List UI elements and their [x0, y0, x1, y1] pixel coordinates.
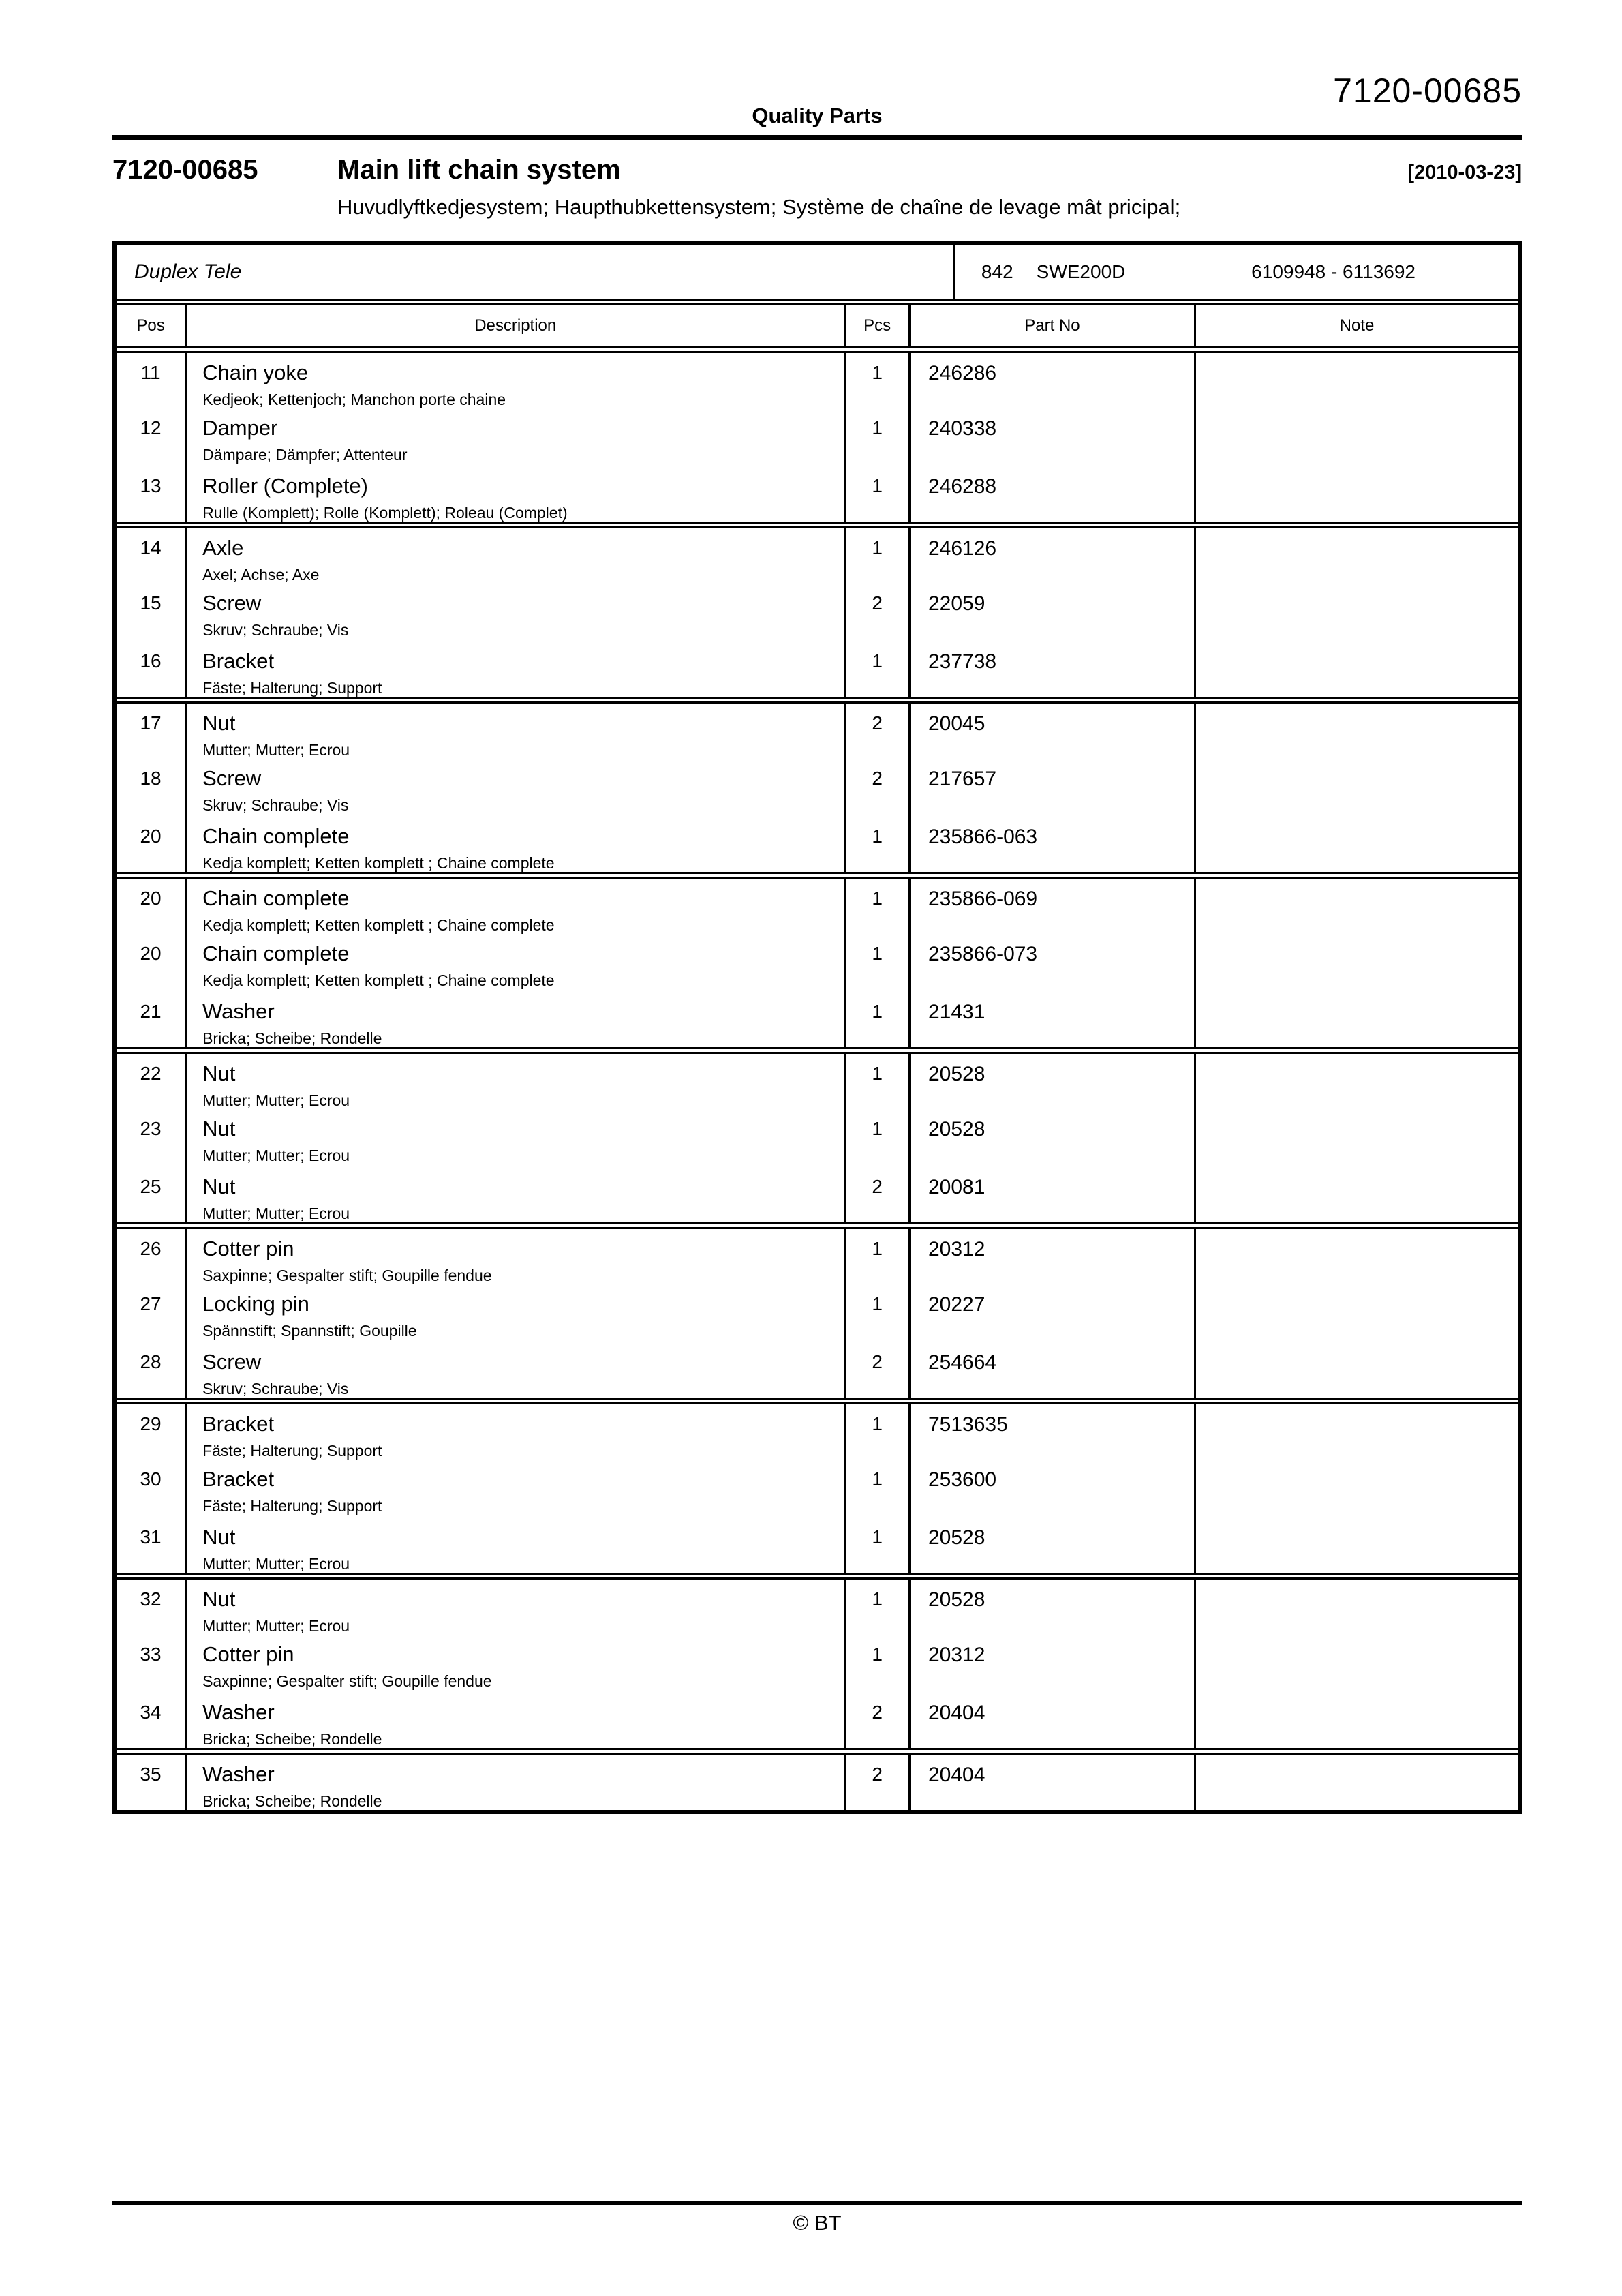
page-title: Main lift chain system: [337, 155, 621, 185]
pos-cell: 20: [117, 875, 186, 934]
description-cell: [186, 525, 845, 584]
table-row: [117, 700, 1518, 759]
pos-cell: 18: [117, 759, 186, 817]
description-cell: [186, 1051, 845, 1109]
description-cell: [186, 1576, 845, 1635]
description-main: Damper: [202, 416, 278, 440]
row-group: [117, 525, 1518, 700]
note-cell: [1195, 1284, 1518, 1342]
note-cell: [1195, 1751, 1518, 1810]
part-no-cell: 235866-063: [909, 817, 1195, 875]
description-main: Chain complete: [202, 941, 350, 965]
description-main: Washer: [202, 999, 275, 1023]
part-no-cell: 20312: [909, 1226, 1195, 1284]
pcs-cell: 2: [845, 1167, 910, 1226]
description-cell: [186, 1226, 845, 1284]
description-translations: Kedjeok; Kettenjoch; Manchon porte chaine: [202, 391, 506, 408]
part-no-cell: 20045: [909, 700, 1195, 759]
part-no-cell: 254664: [909, 1342, 1195, 1401]
description-translations: Rulle (Komplett); Rolle (Komplett); Roleau (Complet): [202, 504, 568, 522]
description-main: Chain complete: [202, 886, 350, 910]
description-translations: Kedja komplett; Ketten komplett ; Chaine complete: [202, 971, 555, 989]
description-main: Cotter pin: [202, 1237, 294, 1260]
description-main: Chain complete: [202, 824, 350, 848]
description-cell: [186, 350, 845, 408]
part-no-cell: 253600: [909, 1460, 1195, 1517]
description-cell: [186, 1693, 845, 1751]
pos-cell: 34: [117, 1693, 186, 1751]
description-cell: [186, 1751, 845, 1810]
table-row: [117, 1051, 1518, 1109]
part-no-cell: 20081: [909, 1167, 1195, 1226]
pcs-cell: 1: [845, 525, 910, 584]
pcs-cell: 1: [845, 641, 910, 700]
pos-cell: 28: [117, 1342, 186, 1401]
description-cell: [186, 1167, 845, 1226]
note-cell: [1195, 1167, 1518, 1226]
description-cell: [186, 1517, 845, 1576]
description-translations: Mutter; Mutter; Ecrou: [202, 1205, 350, 1222]
pcs-cell: 2: [845, 1342, 910, 1401]
part-no-cell: 21431: [909, 992, 1195, 1051]
description-cell: [186, 1342, 845, 1401]
description-translations: Kedja komplett; Ketten komplett ; Chaine complete: [202, 854, 555, 872]
pos-cell: 16: [117, 641, 186, 700]
document-number: 7120-00685: [1333, 72, 1522, 110]
table-row: [117, 584, 1518, 641]
pcs-cell: 1: [845, 1284, 910, 1342]
pcs-cell: 2: [845, 700, 910, 759]
description-cell: [186, 1401, 845, 1460]
table-row: [117, 1226, 1518, 1284]
note-cell: [1195, 934, 1518, 992]
description-translations: Fäste; Halterung; Support: [202, 679, 382, 697]
part-no-cell: 20528: [909, 1109, 1195, 1167]
pcs-cell: 1: [845, 1226, 910, 1284]
description-translations: Kedja komplett; Ketten komplett ; Chaine complete: [202, 916, 555, 934]
table-row: [117, 1693, 1518, 1751]
description-main: Chain yoke: [202, 361, 309, 384]
pos-cell: 30: [117, 1460, 186, 1517]
description-main: Bracket: [202, 1412, 275, 1436]
column-header-part-no: Part No: [909, 305, 1195, 350]
part-no-cell: 235866-073: [909, 934, 1195, 992]
description-translations: Mutter; Mutter; Ecrou: [202, 741, 350, 759]
title-number: 7120-00685: [112, 155, 258, 185]
pos-cell: 20: [117, 817, 186, 875]
pcs-cell: 1: [845, 1460, 910, 1517]
note-cell: [1195, 1517, 1518, 1576]
pcs-cell: 1: [845, 875, 910, 934]
pos-cell: 32: [117, 1576, 186, 1635]
pos-cell: 29: [117, 1401, 186, 1460]
note-cell: [1195, 408, 1518, 466]
description-main: Nut: [202, 711, 236, 735]
pos-cell: 17: [117, 700, 186, 759]
column-header-description: Description: [186, 305, 845, 350]
description-cell: [186, 1460, 845, 1517]
description-translations: Skruv; Schraube; Vis: [202, 1380, 349, 1398]
pcs-cell: 2: [845, 1751, 910, 1810]
pcs-cell: 1: [845, 466, 910, 525]
description-cell: [186, 1284, 845, 1342]
description-translations: Skruv; Schraube; Vis: [202, 796, 349, 814]
pos-cell: 25: [117, 1167, 186, 1226]
pcs-cell: 1: [845, 934, 910, 992]
model-name: Duplex Tele: [117, 245, 955, 299]
description-main: Nut: [202, 1525, 236, 1549]
note-cell: [1195, 1460, 1518, 1517]
type-code: 842: [981, 261, 1013, 282]
description-cell: [186, 875, 845, 934]
note-cell: [1195, 992, 1518, 1051]
pcs-cell: 1: [845, 1635, 910, 1693]
description-translations: Axel; Achse; Axe: [202, 566, 320, 584]
table-row: [117, 1109, 1518, 1167]
note-cell: [1195, 1401, 1518, 1460]
type-name: SWE200D: [1036, 261, 1126, 282]
pos-cell: 13: [117, 466, 186, 525]
note-cell: [1195, 350, 1518, 408]
pcs-cell: 1: [845, 1401, 910, 1460]
description-main: Nut: [202, 1175, 236, 1198]
table-row: [117, 1751, 1518, 1810]
pcs-cell: 1: [845, 992, 910, 1051]
pos-cell: 26: [117, 1226, 186, 1284]
column-header-pos: Pos: [117, 305, 186, 350]
table-row: [117, 875, 1518, 934]
note-cell: [1195, 1051, 1518, 1109]
note-cell: [1195, 700, 1518, 759]
part-no-cell: 246126: [909, 525, 1195, 584]
note-cell: [1195, 817, 1518, 875]
row-group: [117, 700, 1518, 875]
note-cell: [1195, 1226, 1518, 1284]
description-main: Cotter pin: [202, 1642, 294, 1666]
table-row: [117, 1517, 1518, 1576]
table-row: [117, 992, 1518, 1051]
description-cell: [186, 1109, 845, 1167]
row-group: [117, 1051, 1518, 1226]
description-cell: [186, 641, 845, 700]
pcs-cell: 1: [845, 1109, 910, 1167]
description-cell: [186, 584, 845, 641]
note-cell: [1195, 466, 1518, 525]
description-main: Nut: [202, 1587, 236, 1611]
table-row: [117, 1635, 1518, 1693]
description-main: Screw: [202, 1350, 262, 1374]
table-row: [117, 759, 1518, 817]
pos-cell: 12: [117, 408, 186, 466]
note-cell: [1195, 759, 1518, 817]
column-header-pcs: Pcs: [845, 305, 910, 350]
table-row: [117, 934, 1518, 992]
row-group: [117, 875, 1518, 1051]
pos-cell: 33: [117, 1635, 186, 1693]
brand-title: Quality Parts: [752, 104, 883, 127]
description-cell: [186, 817, 845, 875]
description-main: Nut: [202, 1117, 236, 1141]
description-main: Nut: [202, 1061, 236, 1085]
title-row: [112, 155, 1522, 185]
pcs-cell: 1: [845, 1051, 910, 1109]
part-no-cell: 20528: [909, 1517, 1195, 1576]
grid-header: [117, 305, 1518, 350]
pcs-cell: 1: [845, 350, 910, 408]
note-cell: [1195, 875, 1518, 934]
column-header-note: Note: [1339, 316, 1375, 335]
part-no-cell: 246288: [909, 466, 1195, 525]
pcs-cell: 2: [845, 759, 910, 817]
pos-cell: 27: [117, 1284, 186, 1342]
description-cell: [186, 700, 845, 759]
pos-cell: 11: [117, 350, 186, 408]
description-main: Screw: [202, 591, 262, 615]
description-main: Bracket: [202, 649, 275, 673]
description-main: Roller (Complete): [202, 474, 368, 498]
table-row: [117, 525, 1518, 584]
table-row: [117, 641, 1518, 700]
description-translations: Skruv; Schraube; Vis: [202, 621, 349, 639]
description-translations: Fäste; Halterung; Support: [202, 1442, 382, 1460]
table-row: [117, 350, 1518, 408]
pcs-cell: 2: [845, 584, 910, 641]
part-no-cell: 20404: [909, 1751, 1195, 1810]
pcs-cell: 1: [845, 1517, 910, 1576]
description-translations: Bricka; Scheibe; Rondelle: [202, 1792, 382, 1810]
table-row: [117, 466, 1518, 525]
part-no-cell: 7513635: [909, 1401, 1195, 1460]
pos-cell: 35: [117, 1751, 186, 1810]
part-no-cell: 20528: [909, 1576, 1195, 1635]
pos-cell: 23: [117, 1109, 186, 1167]
part-no-cell: 20227: [909, 1284, 1195, 1342]
note-cell: [1195, 1342, 1518, 1401]
description-translations: Fäste; Halterung; Support: [202, 1497, 382, 1515]
pos-cell: 20: [117, 934, 186, 992]
table-row: [117, 1576, 1518, 1635]
row-group: [117, 1401, 1518, 1576]
description-cell: [186, 992, 845, 1051]
description-translations: Bricka; Scheibe; Rondelle: [202, 1029, 382, 1047]
pos-cell: 22: [117, 1051, 186, 1109]
description-main: Locking pin: [202, 1292, 309, 1316]
description-translations: Mutter; Mutter; Ecrou: [202, 1091, 350, 1109]
description-translations: Saxpinne; Gespalter stift; Goupille fendue: [202, 1267, 492, 1284]
part-no-cell: 20528: [909, 1051, 1195, 1109]
part-no-cell: 237738: [909, 641, 1195, 700]
row-group: [117, 1751, 1518, 1810]
grid-header-row: [117, 305, 1518, 350]
table-row: [117, 1401, 1518, 1460]
note-cell: [1195, 1635, 1518, 1693]
description-translations: Mutter; Mutter; Ecrou: [202, 1555, 350, 1573]
pos-cell: 21: [117, 992, 186, 1051]
description-translations: Mutter; Mutter; Ecrou: [202, 1147, 350, 1164]
revision-date: [2010-03-23]: [1407, 162, 1522, 183]
model-header-row: [117, 245, 1518, 305]
description-cell: [186, 408, 845, 466]
part-no-cell: 235866-069: [909, 875, 1195, 934]
description-cell: [186, 1635, 845, 1693]
parts-grid: [117, 305, 1518, 1810]
description-cell: [186, 466, 845, 525]
description-main: Bracket: [202, 1467, 275, 1491]
part-no-cell: 22059: [909, 584, 1195, 641]
row-group: [117, 350, 1518, 525]
description-main: Axle: [202, 536, 244, 560]
table-row: [117, 1167, 1518, 1226]
description-translations: Saxpinne; Gespalter stift; Goupille fendue: [202, 1672, 492, 1690]
note-cell: [1195, 1109, 1518, 1167]
note-cell: [1195, 1693, 1518, 1751]
title-translations: Huvudlyftkedjesystem; Haupthubkettensystem; Système de chaîne de levage mât pricipal;: [337, 195, 1181, 219]
page-footer: [112, 2201, 1522, 2235]
pos-cell: 14: [117, 525, 186, 584]
description-cell: [186, 934, 845, 992]
part-no-cell: 217657: [909, 759, 1195, 817]
serial-range: 6109948 - 6113692: [1251, 261, 1416, 282]
part-no-cell: 20312: [909, 1635, 1195, 1693]
table-row: [117, 1342, 1518, 1401]
note-cell: [1195, 525, 1518, 584]
table-row: [117, 1460, 1518, 1517]
copyright: © BT: [793, 2211, 842, 2235]
description-translations: Mutter; Mutter; Ecrou: [202, 1617, 350, 1635]
table-row: [117, 1284, 1518, 1342]
part-no-cell: 246286: [909, 350, 1195, 408]
pcs-cell: 1: [845, 817, 910, 875]
parts-table: [112, 241, 1522, 1814]
pos-cell: 31: [117, 1517, 186, 1576]
pos-cell: 15: [117, 584, 186, 641]
description-translations: Spännstift; Spannstift; Goupille: [202, 1322, 417, 1340]
description-cell: [186, 759, 845, 817]
description-translations: Dämpare; Dämpfer; Attenteur: [202, 446, 408, 464]
pcs-cell: 1: [845, 1576, 910, 1635]
note-cell: [1195, 1576, 1518, 1635]
note-cell: [1195, 641, 1518, 700]
description-main: Washer: [202, 1700, 275, 1724]
table-row: [117, 817, 1518, 875]
part-no-cell: 20404: [909, 1693, 1195, 1751]
pcs-cell: 2: [845, 1693, 910, 1751]
row-group: [117, 1226, 1518, 1401]
description-main: Washer: [202, 1762, 275, 1786]
table-row: [117, 408, 1518, 466]
part-no-cell: 240338: [909, 408, 1195, 466]
page-header: [112, 0, 1522, 140]
row-group: [117, 1576, 1518, 1751]
note-cell: [1195, 584, 1518, 641]
model-spec-cell: [955, 245, 1518, 299]
description-main: Screw: [202, 766, 262, 790]
pcs-cell: 1: [845, 408, 910, 466]
description-translations: Bricka; Scheibe; Rondelle: [202, 1730, 382, 1748]
